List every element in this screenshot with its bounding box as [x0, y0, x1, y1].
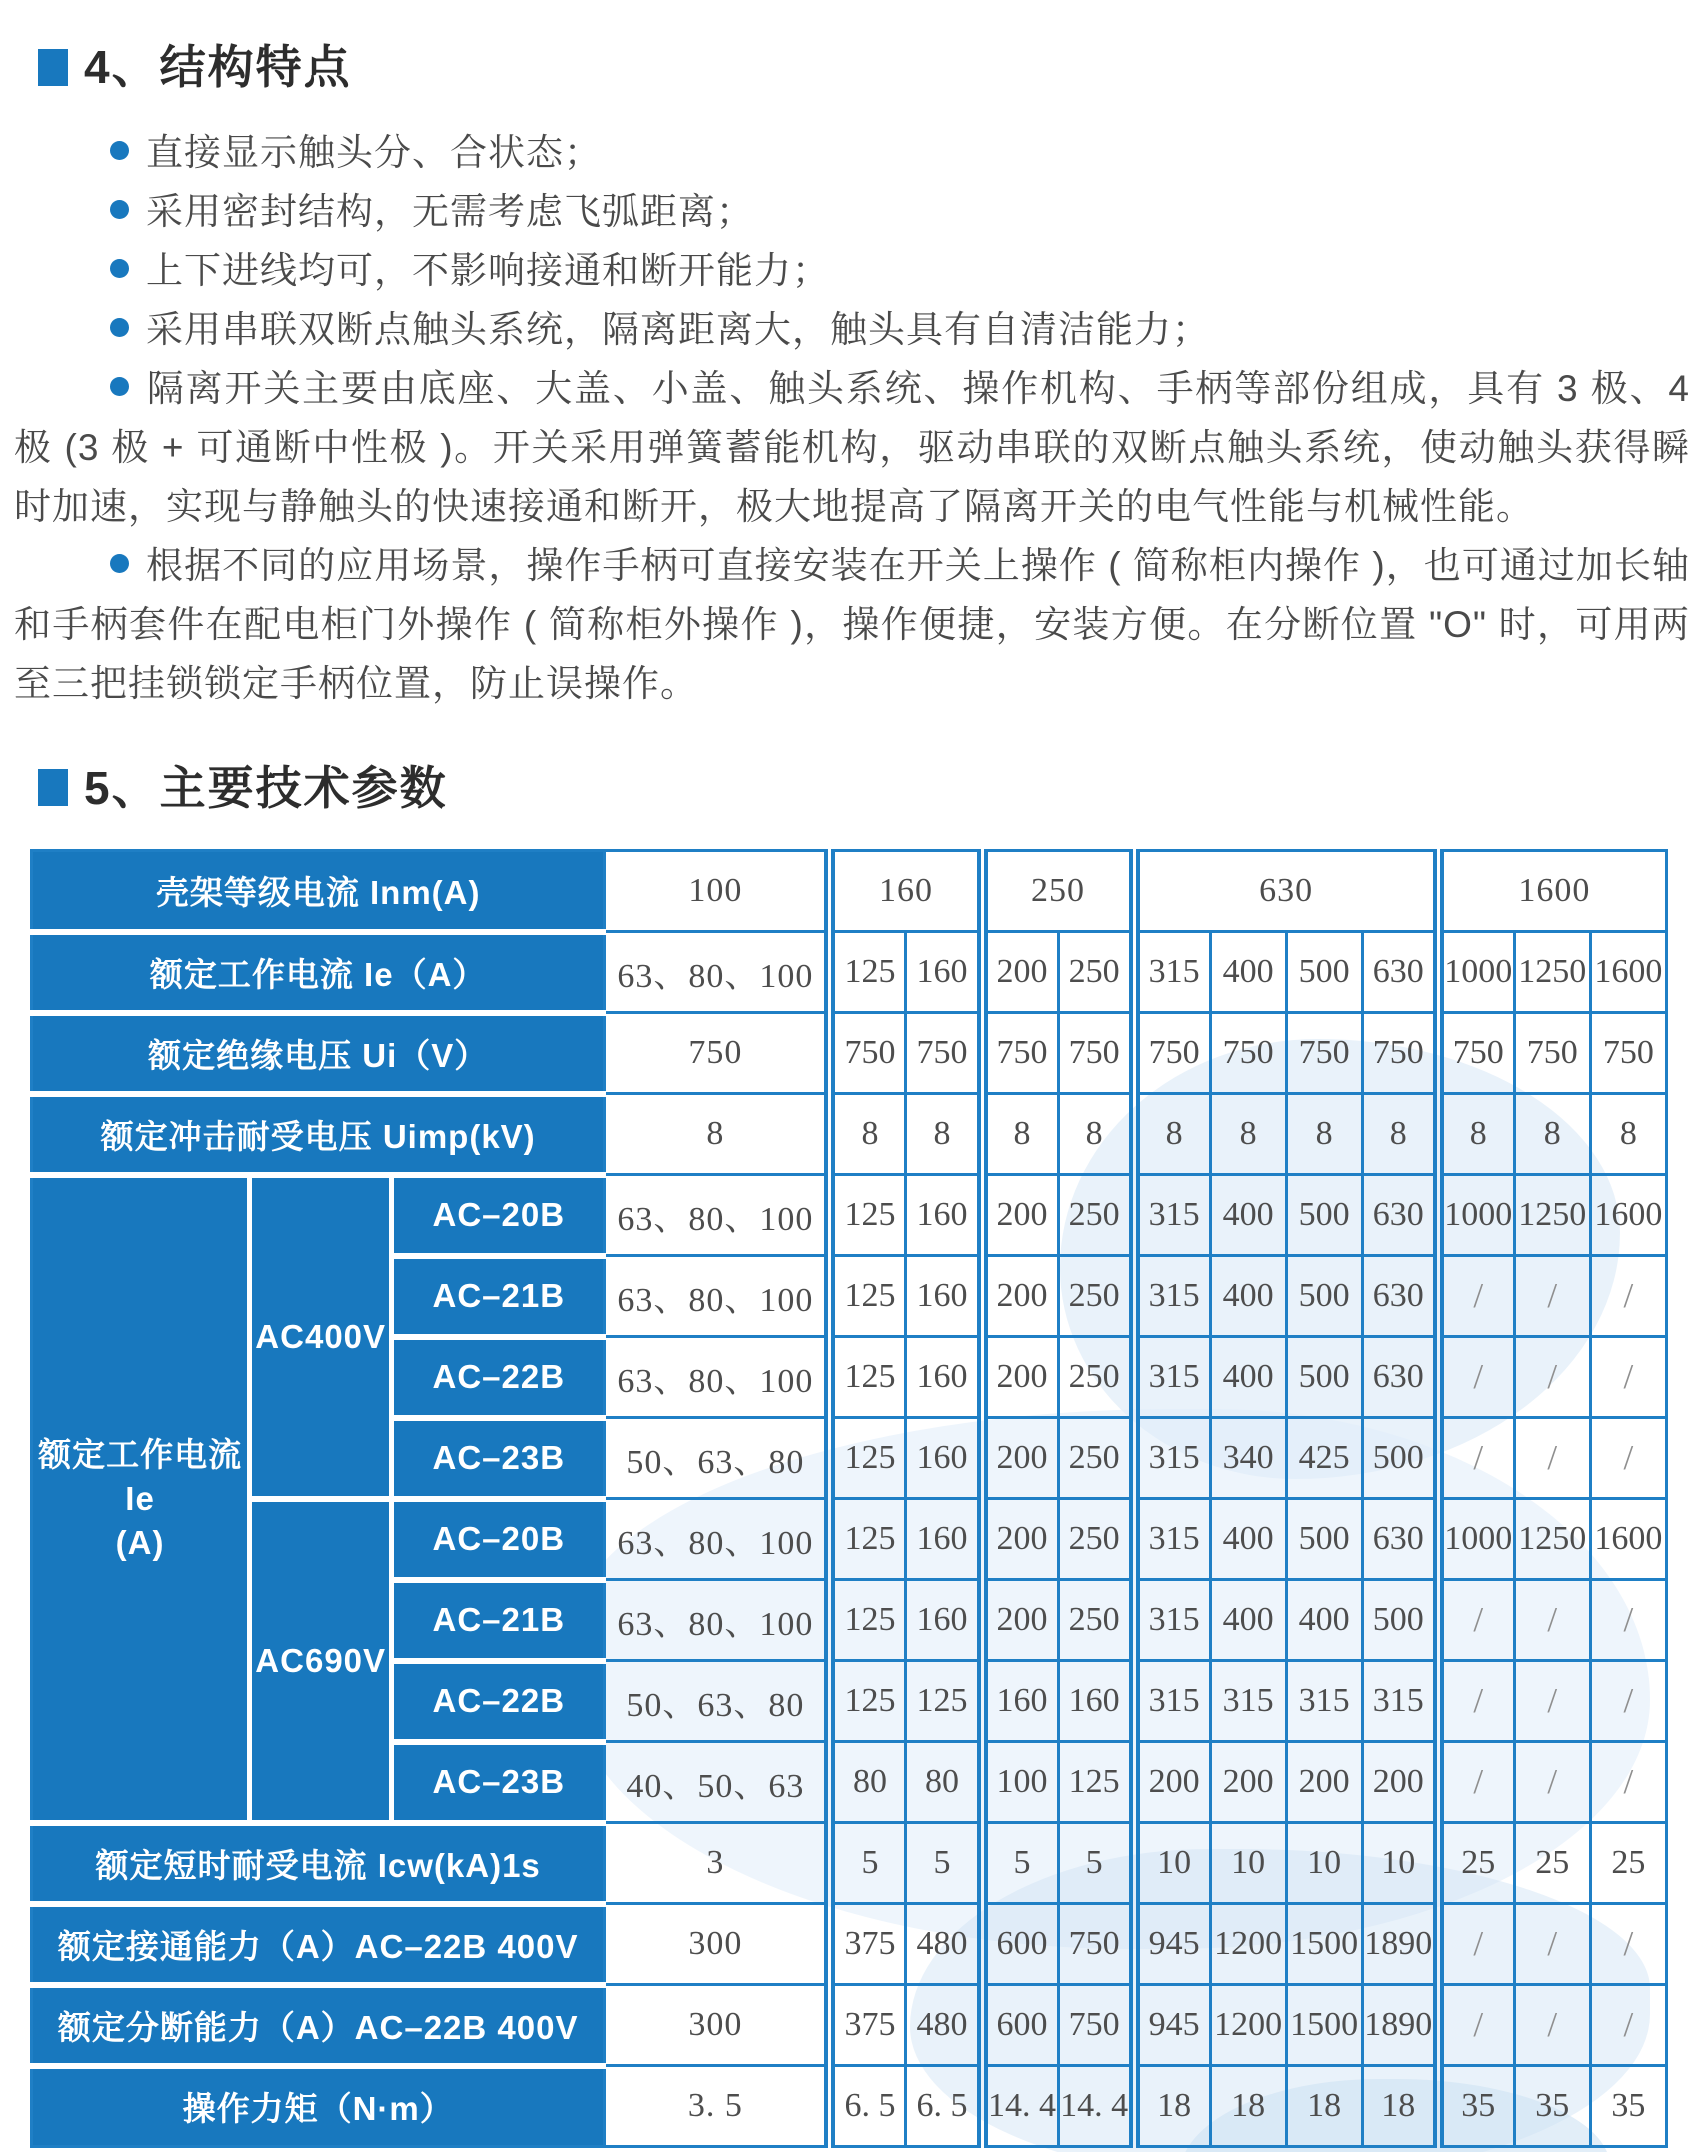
data-cell: 35 — [1590, 2066, 1666, 2147]
data-cell: 200 — [982, 1580, 1058, 1661]
data-cell: 630 — [1362, 932, 1438, 1013]
feature-item — [14, 123, 1690, 182]
data-cell: 425 — [1286, 1418, 1362, 1499]
data-cell: / — [1438, 1904, 1514, 1985]
data-cell: 8 — [605, 1094, 830, 1175]
data-cell: 315 — [1134, 932, 1210, 1013]
data-cell: 1600 — [1590, 1175, 1666, 1256]
table-row — [32, 1175, 1667, 1256]
data-cell: 250 — [1058, 1580, 1134, 1661]
voltage-label: AC690V — [250, 1499, 392, 1823]
data-cell: 500 — [1362, 1580, 1438, 1661]
data-cell: / — [1590, 1985, 1666, 2066]
feature-text: 隔离开关主要由底座、大盖、小盖、触头系统、操作机构、手柄等部份组成，具有 3 极、4 极 (3 极 + 可通断中性极 )。开关采用弹簧蓄能机构，驱动串联的双断点触头系统，使动触头获得瞬时加速，实现与静触头的快速接通和断开，极大地提高了隔离开关的电气性能与机械性能。 — [14, 367, 1690, 527]
data-cell: 630 — [1362, 1337, 1438, 1418]
table-row — [32, 1013, 1667, 1094]
data-cell: 63、80、100 — [605, 1175, 830, 1256]
data-cell: 315 — [1134, 1256, 1210, 1337]
data-cell: 8 — [1286, 1094, 1362, 1175]
data-cell: 750 — [605, 1013, 830, 1094]
data-cell: 8 — [1590, 1094, 1666, 1175]
data-cell: 8 — [830, 1094, 906, 1175]
data-cell: 315 — [1134, 1175, 1210, 1256]
data-cell: 1200 — [1210, 1904, 1286, 1985]
data-cell: 160 — [906, 1418, 982, 1499]
data-cell: 315 — [1286, 1661, 1362, 1742]
data-cell: 10 — [1362, 1823, 1438, 1904]
data-cell: 8 — [1514, 1094, 1590, 1175]
data-cell: / — [1438, 1256, 1514, 1337]
data-cell: 125 — [830, 1337, 906, 1418]
data-cell: 250 — [1058, 932, 1134, 1013]
data-cell: 600 — [982, 1985, 1058, 2066]
data-cell: 315 — [1134, 1499, 1210, 1580]
row-label: 壳架等级电流 Inm(A) — [32, 851, 605, 932]
data-cell: 750 — [1438, 1013, 1514, 1094]
type-label: AC–22B — [392, 1661, 605, 1742]
data-cell: 750 — [1134, 1013, 1210, 1094]
table-row — [32, 1499, 1667, 1580]
data-cell: 200 — [982, 1256, 1058, 1337]
voltage-label: AC400V — [250, 1175, 392, 1499]
data-cell: 750 — [1514, 1013, 1590, 1094]
bullet-icon — [110, 259, 129, 278]
feature-text: 采用串联双断点触头系统，隔离距离大，触头具有自清洁能力； — [146, 308, 1210, 350]
data-cell: 250 — [1058, 1499, 1134, 1580]
data-cell: 35 — [1438, 2066, 1514, 2147]
type-label: AC–20B — [392, 1175, 605, 1256]
data-cell: 6. 5 — [906, 2066, 982, 2147]
data-cell: 630 — [1362, 1175, 1438, 1256]
data-cell: 1250 — [1514, 932, 1590, 1013]
data-cell: 18 — [1362, 2066, 1438, 2147]
data-cell: 125 — [830, 1661, 906, 1742]
bullet-icon — [110, 554, 129, 573]
data-cell: 40、50、63 — [605, 1742, 830, 1823]
data-cell: 750 — [1286, 1013, 1362, 1094]
data-cell: / — [1438, 1337, 1514, 1418]
data-cell: 200 — [1286, 1742, 1362, 1823]
row-label: 额定绝缘电压 Ui（V） — [32, 1013, 605, 1094]
data-cell: 5 — [982, 1823, 1058, 1904]
data-cell: 160 — [906, 1256, 982, 1337]
feature-text: 直接显示触头分、合状态； — [146, 131, 602, 173]
data-cell: 160 — [906, 1580, 982, 1661]
feature-item — [14, 182, 1690, 241]
data-cell: 630 — [1362, 1256, 1438, 1337]
data-cell: 1200 — [1210, 1985, 1286, 2066]
data-cell: 1600 — [1590, 1499, 1666, 1580]
data-cell: 750 — [830, 1013, 906, 1094]
table-row — [32, 851, 1667, 932]
data-cell: 200 — [982, 1337, 1058, 1418]
bullet-icon — [110, 318, 129, 337]
row-label: 额定冲击耐受电压 Uimp(kV) — [32, 1094, 605, 1175]
data-cell: 200 — [1210, 1742, 1286, 1823]
main-row-label — [32, 1175, 250, 1823]
row-label: 额定接通能力（A）AC–22B 400V — [32, 1904, 605, 1985]
data-cell: / — [1590, 1256, 1666, 1337]
data-cell: 315 — [1210, 1661, 1286, 1742]
type-label: AC–21B — [392, 1580, 605, 1661]
data-cell: / — [1590, 1661, 1666, 1742]
data-cell: 5 — [1058, 1823, 1134, 1904]
data-cell: 25 — [1514, 1823, 1590, 1904]
data-cell: 10 — [1134, 1823, 1210, 1904]
data-cell: / — [1514, 1256, 1590, 1337]
data-cell: 315 — [1134, 1580, 1210, 1661]
table-row — [32, 2066, 1667, 2147]
bullet-icon — [110, 141, 129, 160]
data-cell: 250 — [1058, 1418, 1134, 1499]
data-cell: 375 — [830, 1904, 906, 1985]
data-cell: 400 — [1210, 932, 1286, 1013]
data-cell: 400 — [1210, 1499, 1286, 1580]
data-cell: 750 — [906, 1013, 982, 1094]
data-cell: / — [1514, 1418, 1590, 1499]
data-cell: 1000 — [1438, 932, 1514, 1013]
data-cell: 125 — [906, 1661, 982, 1742]
table-row — [32, 1904, 1667, 1985]
data-cell: 100 — [982, 1742, 1058, 1823]
type-label: AC–22B — [392, 1337, 605, 1418]
data-cell: 375 — [830, 1985, 906, 2066]
data-cell: 200 — [1134, 1742, 1210, 1823]
data-cell: 400 — [1286, 1580, 1362, 1661]
data-cell: 160 — [906, 1175, 982, 1256]
feature-text: 上下进线均可，不影响接通和断开能力； — [146, 249, 830, 291]
data-cell: 8 — [1438, 1094, 1514, 1175]
feature-item — [14, 359, 1690, 536]
data-cell: 35 — [1514, 2066, 1590, 2147]
type-label: AC–21B — [392, 1256, 605, 1337]
data-cell: 160 — [1058, 1661, 1134, 1742]
data-cell: 63、80、100 — [605, 1580, 830, 1661]
data-cell: 1600 — [1438, 851, 1666, 932]
section-5-title: 5、主要技术参数 — [84, 761, 448, 814]
data-cell: 8 — [1362, 1094, 1438, 1175]
data-cell: 3. 5 — [605, 2066, 830, 2147]
data-cell: 25 — [1438, 1823, 1514, 1904]
data-cell: / — [1514, 1985, 1590, 2066]
data-cell: / — [1590, 1337, 1666, 1418]
feature-item — [14, 536, 1690, 713]
data-cell: 50、63、80 — [605, 1661, 830, 1742]
section-5-heading — [38, 763, 1700, 814]
data-cell: 25 — [1590, 1823, 1666, 1904]
row-label: 额定短时耐受电流 Icw(kA)1s — [32, 1823, 605, 1904]
main-label-line: 额定工作电流 — [38, 1435, 243, 1473]
table-row — [32, 1823, 1667, 1904]
data-cell: 8 — [1210, 1094, 1286, 1175]
data-cell: 480 — [906, 1904, 982, 1985]
table-row — [32, 1094, 1667, 1175]
data-cell: 63、80、100 — [605, 1256, 830, 1337]
heading-square-icon — [38, 49, 68, 86]
data-cell: 945 — [1134, 1904, 1210, 1985]
data-cell: / — [1438, 1742, 1514, 1823]
data-cell: / — [1590, 1742, 1666, 1823]
data-cell: 1600 — [1590, 932, 1666, 1013]
data-cell: 250 — [1058, 1337, 1134, 1418]
data-cell: 5 — [906, 1823, 982, 1904]
feature-item — [14, 241, 1690, 300]
data-cell: 1250 — [1514, 1499, 1590, 1580]
data-cell: 125 — [1058, 1742, 1134, 1823]
data-cell: 750 — [1590, 1013, 1666, 1094]
data-cell: 160 — [906, 932, 982, 1013]
data-cell: 630 — [1362, 1499, 1438, 1580]
data-cell: 500 — [1362, 1418, 1438, 1499]
data-cell: 400 — [1210, 1580, 1286, 1661]
data-cell: 1890 — [1362, 1985, 1438, 2066]
type-label: AC–23B — [392, 1742, 605, 1823]
feature-text: 根据不同的应用场景，操作手柄可直接安装在开关上操作 ( 简称柜内操作 )，也可通过加长轴和手柄套件在配电柜门外操作 ( 简称柜外操作 )，操作便捷，安装方便。在分断位置 "O" 时，可用两至三把挂锁锁定手柄位置，防止误操作。 — [14, 544, 1690, 704]
data-cell: 300 — [605, 1904, 830, 1985]
data-cell: 1000 — [1438, 1175, 1514, 1256]
data-cell: 315 — [1134, 1661, 1210, 1742]
data-cell: 340 — [1210, 1418, 1286, 1499]
bullet-icon — [110, 200, 129, 219]
data-cell: 8 — [906, 1094, 982, 1175]
data-cell: 480 — [906, 1985, 982, 2066]
main-label-line: Ie — [125, 1479, 155, 1517]
type-label: AC–20B — [392, 1499, 605, 1580]
data-cell: 250 — [982, 851, 1134, 932]
data-cell: / — [1438, 1580, 1514, 1661]
data-cell: 125 — [830, 1256, 906, 1337]
data-cell: 1500 — [1286, 1985, 1362, 2066]
data-cell: / — [1438, 1985, 1514, 2066]
data-cell: 250 — [1058, 1256, 1134, 1337]
data-cell: 500 — [1286, 1256, 1362, 1337]
data-cell: 500 — [1286, 932, 1362, 1013]
data-cell: 8 — [1134, 1094, 1210, 1175]
data-cell: 14. 4 — [1058, 2066, 1134, 2147]
data-cell: 8 — [1058, 1094, 1134, 1175]
data-cell: 63、80、100 — [605, 1499, 830, 1580]
data-cell: 1500 — [1286, 1904, 1362, 1985]
data-cell: 400 — [1210, 1337, 1286, 1418]
data-cell: 8 — [982, 1094, 1058, 1175]
feature-item — [14, 300, 1690, 359]
data-cell: / — [1514, 1904, 1590, 1985]
data-cell: 14. 4 — [982, 2066, 1058, 2147]
heading-square-icon — [38, 769, 68, 806]
data-cell: 750 — [1058, 1985, 1134, 2066]
data-cell: 1250 — [1514, 1175, 1590, 1256]
row-label: 额定分断能力（A）AC–22B 400V — [32, 1985, 605, 2066]
data-cell: 18 — [1134, 2066, 1210, 2147]
bullet-icon — [110, 377, 129, 396]
data-cell: 630 — [1134, 851, 1438, 932]
data-cell: 315 — [1362, 1661, 1438, 1742]
data-cell: / — [1514, 1580, 1590, 1661]
feature-text: 采用密封结构，无需考虑飞弧距离； — [146, 190, 754, 232]
data-cell: 750 — [1058, 1013, 1134, 1094]
data-cell: 63、80、100 — [605, 932, 830, 1013]
data-cell: 10 — [1286, 1823, 1362, 1904]
data-cell: 945 — [1134, 1985, 1210, 2066]
data-cell: 63、80、100 — [605, 1337, 830, 1418]
data-cell: 315 — [1134, 1337, 1210, 1418]
data-cell: 3 — [605, 1823, 830, 1904]
data-cell: 500 — [1286, 1499, 1362, 1580]
data-cell: 200 — [1362, 1742, 1438, 1823]
data-cell: 300 — [605, 1985, 830, 2066]
row-label: 额定工作电流 Ie（A） — [32, 932, 605, 1013]
table-row — [32, 1985, 1667, 2066]
data-cell: 10 — [1210, 1823, 1286, 1904]
data-cell: 200 — [982, 1175, 1058, 1256]
data-cell: 160 — [830, 851, 982, 932]
data-cell: / — [1438, 1661, 1514, 1742]
data-cell: 200 — [982, 932, 1058, 1013]
data-cell: 750 — [982, 1013, 1058, 1094]
data-cell: 400 — [1210, 1175, 1286, 1256]
feature-list — [0, 123, 1700, 713]
data-cell: 1000 — [1438, 1499, 1514, 1580]
data-cell: 1890 — [1362, 1904, 1438, 1985]
data-cell: 125 — [830, 1418, 906, 1499]
data-cell: 315 — [1134, 1418, 1210, 1499]
data-cell: 200 — [982, 1418, 1058, 1499]
data-cell: 250 — [1058, 1175, 1134, 1256]
data-cell: / — [1590, 1904, 1666, 1985]
data-cell: 160 — [982, 1661, 1058, 1742]
data-cell: 160 — [906, 1499, 982, 1580]
data-cell: 80 — [906, 1742, 982, 1823]
data-cell: / — [1514, 1661, 1590, 1742]
data-cell: 125 — [830, 1580, 906, 1661]
data-cell: 5 — [830, 1823, 906, 1904]
data-cell: / — [1590, 1418, 1666, 1499]
section-4-heading — [38, 42, 1700, 93]
section-4-title: 4、结构特点 — [84, 41, 352, 93]
data-cell: / — [1514, 1337, 1590, 1418]
data-cell: 125 — [830, 1175, 906, 1256]
type-label: AC–23B — [392, 1418, 605, 1499]
data-cell: 50、63、80 — [605, 1418, 830, 1499]
data-cell: 200 — [982, 1499, 1058, 1580]
data-cell: 750 — [1210, 1013, 1286, 1094]
data-cell: 160 — [906, 1337, 982, 1418]
data-cell: 500 — [1286, 1175, 1362, 1256]
data-cell: 750 — [1058, 1904, 1134, 1985]
data-cell: 125 — [830, 1499, 906, 1580]
data-cell: 125 — [830, 932, 906, 1013]
row-label: 操作力矩（N·m） — [32, 2066, 605, 2147]
data-cell: 18 — [1286, 2066, 1362, 2147]
data-cell: / — [1590, 1580, 1666, 1661]
data-cell: 750 — [1362, 1013, 1438, 1094]
data-cell: 18 — [1210, 2066, 1286, 2147]
data-cell: / — [1438, 1418, 1514, 1499]
data-cell: 500 — [1286, 1337, 1362, 1418]
data-cell: 6. 5 — [830, 2066, 906, 2147]
data-cell: 100 — [605, 851, 830, 932]
tech-table — [30, 849, 1668, 2148]
main-label-line: (A) — [115, 1523, 165, 1561]
data-cell: 400 — [1210, 1256, 1286, 1337]
data-cell: / — [1514, 1742, 1590, 1823]
data-cell: 600 — [982, 1904, 1058, 1985]
table-row — [32, 932, 1667, 1013]
data-cell: 80 — [830, 1742, 906, 1823]
tech-table-wrap — [30, 849, 1674, 2148]
